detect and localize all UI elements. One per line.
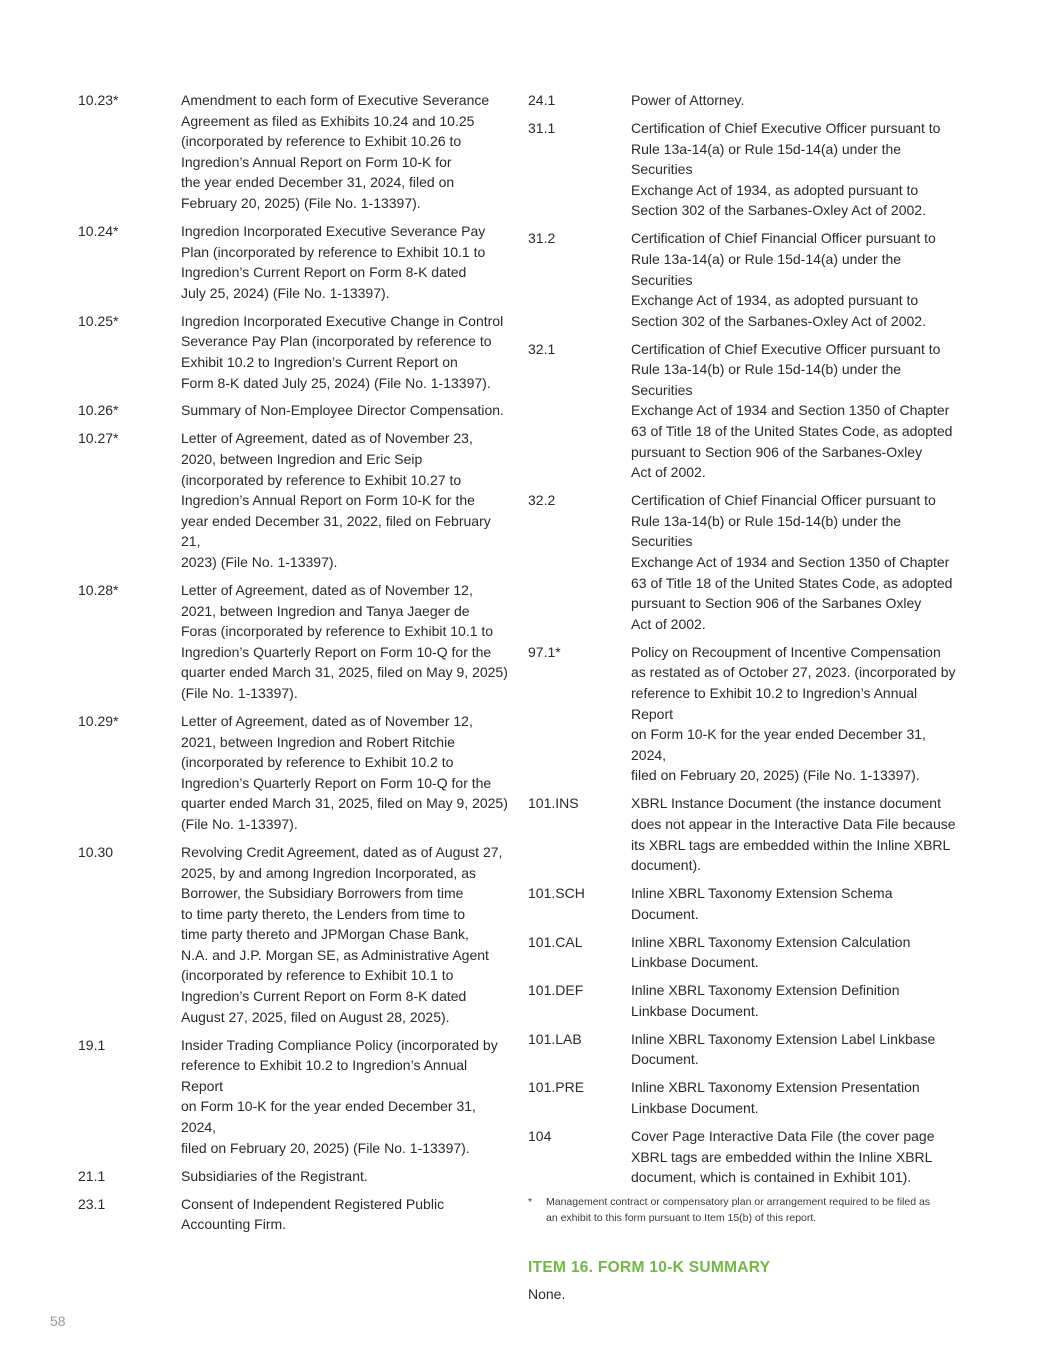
exhibit-row (528, 118, 958, 221)
exhibit-description: Certification of Chief Financial Officer pursuant to Rule 13a-14(a) or Rule 15d-14(a) under the Securities Exchange Act of 1934, as adopted pursuant to Section 302 of the Sarbanes-Oxley Act of 2002. (631, 230, 936, 329)
exhibit-number: 31.1 (528, 119, 556, 136)
exhibit-number: 10.30 (78, 843, 114, 860)
exhibit-number: 10.23* (78, 92, 119, 108)
exhibit-number: 10.26* (78, 402, 119, 419)
footnote (528, 1195, 958, 1226)
exhibit-number: 101.PRE (528, 1079, 585, 1096)
exhibit-description: Ingredion Incorporated Executive Change in Control Severance Pay Plan (incorporated by reference to Exhibit 10.2 to Ingredion’s Current Report on Form 8-K dated July 25, 2024) (File No. 1-13397). (181, 312, 504, 391)
exhibit-row (78, 311, 508, 393)
exhibit-number: 10.29* (78, 712, 119, 729)
exhibit-number: 10.24* (78, 222, 119, 239)
footnote-mark: * (528, 1196, 533, 1209)
footnote-text: Management contract or compensatory plan or arrangement required to be filed as an exhibit to this form pursuant to Item 15(b) of this report. (546, 1196, 931, 1224)
exhibit-description: Inline XBRL Taxonomy Extension Label Linkbase Document. (631, 1030, 936, 1068)
exhibit-number: 32.1 (528, 340, 556, 357)
section-body: None. (528, 1286, 566, 1303)
exhibit-description: Certification of Chief Executive Officer pursuant to Rule 13a-14(b) or Rule 15d-14(b) under the Securities Exchange Act of 1934 and Section 1350 of Chapter 63 of Title 18 of the United States Code, as adopted pursuant to Section 906 of the Sarbanes-Oxley Act of 2002. (631, 340, 953, 481)
exhibit-row (78, 400, 508, 421)
exhibit-row (528, 883, 958, 924)
exhibit-row (78, 711, 508, 835)
exhibit-description: Insider Trading Compliance Policy (incorporated by reference to Exhibit 10.2 to Ingredion’s Annual Report on Form 10-K for the year ended December 31, 2024, filed on February 20, 2025) (File No. 1-13397). (181, 1036, 498, 1156)
exhibit-number: 31.2 (528, 230, 556, 247)
exhibit-row (78, 221, 508, 303)
page-number: 58 (50, 1313, 66, 1329)
exhibit-description: Inline XBRL Taxonomy Extension Calculation Linkbase Document. (631, 933, 911, 971)
exhibit-row (528, 490, 958, 634)
exhibit-row (528, 90, 958, 111)
exhibit-description: Letter of Agreement, dated as of November 12, 2021, between Ingredion and Robert Ritchie (incorporated by reference to Exhibit 10.2 to Ingredion’s Quarterly Report on Form 10-Q for the quarter ended March 31, 2025, filed on May 9, 2025) (File No. 1-13397). (181, 712, 508, 832)
exhibit-description: Certification of Chief Executive Officer pursuant to Rule 13a-14(a) or Rule 15d-14(a) under the Securities Exchange Act of 1934, as adopted pursuant to Section 302 of the Sarbanes-Oxley Act of 2002. (631, 119, 941, 219)
exhibit-row (528, 793, 958, 875)
exhibit-row (528, 980, 958, 1021)
exhibit-number: 101.SCH (528, 885, 585, 902)
exhibit-description: Letter of Agreement, dated as of November 23, 2020, between Ingredion and Eric Seip (incorporated by reference to Exhibit 10.27 to Ingredion’s Annual Report on Form 10-K for the year ended December 31, 2022, filed on February 21, 2023) (File No. 1-13397). (181, 430, 491, 571)
exhibit-description: Inline XBRL Taxonomy Extension Definition Linkbase Document. (631, 982, 900, 1019)
exhibit-description: Summary of Non-Employee Director Compensation. (181, 402, 504, 419)
exhibit-row (528, 1077, 958, 1118)
exhibit-description: Ingredion Incorporated Executive Severance Pay Plan (incorporated by reference to Exhibit 10.1 to Ingredion’s Current Report on Form 8-K dated July 25, 2024) (File No. 1-13397). (181, 222, 486, 301)
exhibit-number: 101.CAL (528, 933, 583, 950)
exhibit-description: Revolving Credit Agreement, dated as of August 27, 2025, by and among Ingredion Incorporated, as Borrower, the Subsidiary Borrowers from time to time party thereto, the Lenders from time to time party thereto and JPMorgan Chase Bank, N.A. and J.P. Morgan SE, as Administrative Agent (incorporated by reference to Exhibit 10.1 to Ingredion’s Current Report on Form 8-K dated August 27, 2025, filed on August 28, 2025). (181, 843, 503, 1025)
exhibit-row (528, 642, 958, 786)
exhibit-row (78, 1035, 508, 1159)
exhibit-description: XBRL Instance Document (the instance document does not appear in the Interactive Data File because its XBRL tags are embedded within the Inline XBRL document). (631, 795, 956, 874)
exhibit-row (78, 428, 508, 572)
exhibit-number: 101.INS (528, 795, 579, 812)
exhibit-description: Inline XBRL Taxonomy Extension Presentation Linkbase Document. (631, 1079, 920, 1117)
exhibit-number: 19.1 (78, 1036, 106, 1053)
exhibit-number: 24.1 (528, 92, 556, 108)
exhibit-description: Inline XBRL Taxonomy Extension Schema Document. (631, 885, 893, 922)
exhibit-number: 104 (528, 1128, 552, 1144)
exhibit-description: Policy on Recoupment of Incentive Compensation as restated as of October 27, 2023. (incorporated by reference to Exhibit 10.2 to Ingredion’s Annual Report on Form 10-K for the year ended December 31, 2024, filed on February 20, 2025) (File No. 1-13397). (631, 643, 956, 784)
section-heading: ITEM 16. FORM 10-K SUMMARY (528, 1259, 771, 1277)
exhibit-number: 101.DEF (528, 982, 584, 999)
exhibit-list-right (528, 90, 958, 1304)
exhibit-rows-right (528, 90, 958, 1188)
exhibit-number: 23.1 (78, 1195, 106, 1212)
exhibit-row (528, 932, 958, 973)
exhibit-number: 10.27* (78, 430, 119, 447)
exhibit-number: 10.28* (78, 582, 119, 599)
exhibit-row (528, 228, 958, 331)
exhibit-description: Subsidiaries of the Registrant. (181, 1167, 368, 1184)
exhibit-description: Cover Page Interactive Data File (the cover page XBRL tags are embedded within the Inline XBRL document, which is contained in Exhibit 101). (631, 1128, 935, 1186)
exhibit-description: Consent of Independent Registered Public Accounting Firm. (181, 1195, 445, 1233)
exhibit-number: 21.1 (78, 1167, 106, 1184)
exhibit-row (78, 1194, 508, 1235)
exhibit-number: 101.LAB (528, 1030, 582, 1047)
exhibit-row (528, 339, 958, 483)
exhibit-number: 97.1* (528, 643, 561, 660)
exhibit-number: 10.25* (78, 312, 119, 329)
exhibit-row (78, 90, 508, 214)
exhibit-row (78, 1166, 508, 1187)
exhibit-number: 32.2 (528, 492, 556, 509)
exhibit-list-left (78, 90, 508, 1242)
exhibit-row (528, 1029, 958, 1070)
exhibit-description: Certification of Chief Financial Officer pursuant to Rule 13a-14(b) or Rule 15d-14(b) under the Securities Exchange Act of 1934 and Section 1350 of Chapter 63 of Title 18 of the United States Code, as adopted pursuant to Section 906 of the Sarbanes Oxley Act of 2002. (631, 492, 953, 632)
exhibit-description: Letter of Agreement, dated as of November 12, 2021, between Ingredion and Tanya Jaeger de Foras (incorporated by reference to Exhibit 10.1 to Ingredion’s Quarterly Report on Form 10-Q for the quarter ended March 31, 2025, filed on May 9, 2025) (File No. 1-13397). (181, 582, 508, 701)
exhibit-row (78, 842, 508, 1027)
exhibit-description: Amendment to each form of Executive Severance Agreement as filed as Exhibits 10.24 and 10.25 (incorporated by reference to Exhibit 10.26 to Ingredion’s Annual Report on Form 10-K for the year ended December 31, 2024, filed on February 20, 2025) (File No. 1-13397). (181, 92, 490, 211)
exhibit-row (528, 1126, 958, 1188)
exhibit-row (78, 580, 508, 704)
exhibit-description: Power of Attorney. (631, 92, 745, 108)
